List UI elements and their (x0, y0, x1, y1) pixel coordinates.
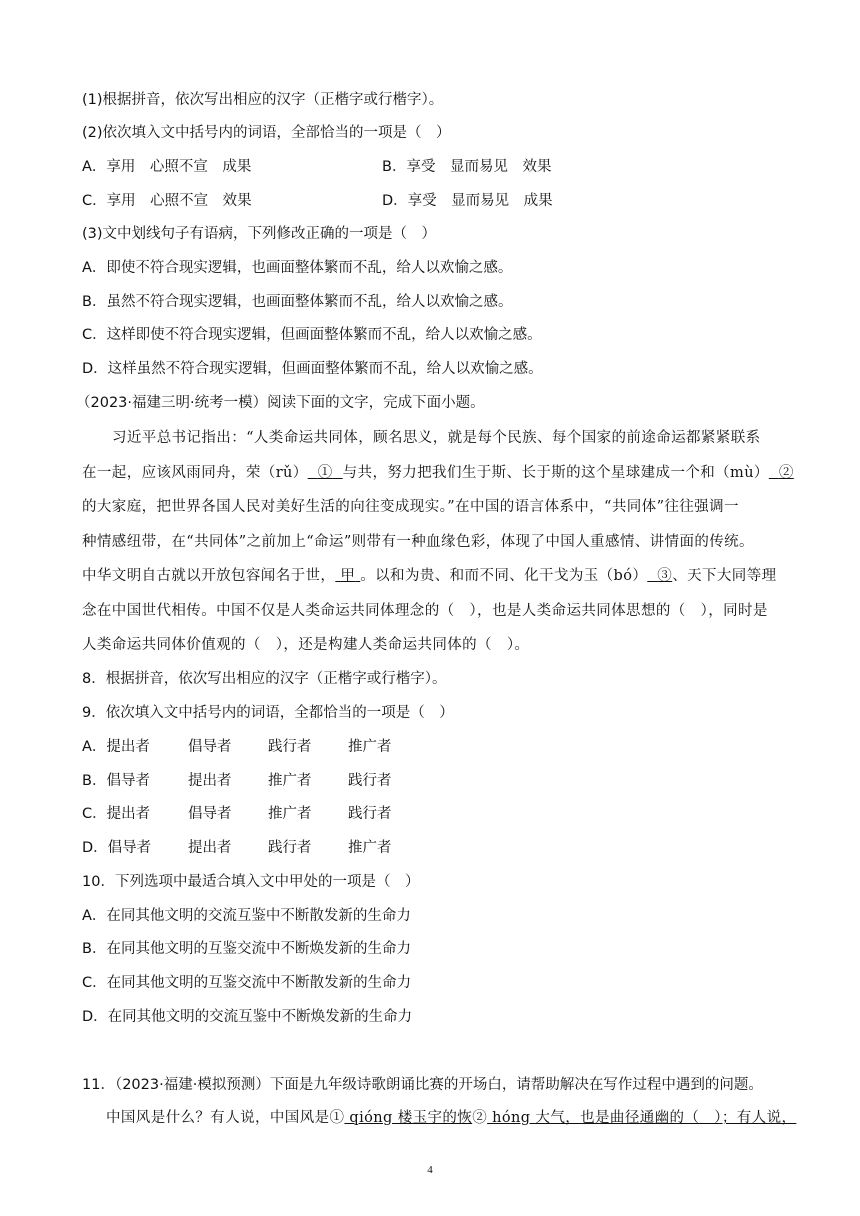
q11-passage-line-1: 中国风是什么？有人说，中国风是① qióng 楼玉宇的恢② hóng 大气，也是曲径通幽的（ ）；有人说， (106, 1110, 797, 1126)
option-d: D．享受 显而易见 成果 (382, 193, 553, 209)
fix-option-c: C．这样即使不符合现实逻辑，但画面整体繁而不乱，给人以欢愉之感。 (82, 327, 542, 343)
option-a: A．享用 心照不宣 成果 (82, 159, 252, 175)
fix-option-b: B．虽然不符合现实逻辑，也画面整体繁而不乱，给人以欢愉之感。 (82, 294, 513, 310)
blank-jia: 甲 (340, 568, 356, 584)
option-b: B．享受 显而易见 效果 (382, 159, 552, 175)
q9-option-a: A．提出者 倡导者 践行者 推广者 (82, 739, 392, 755)
passage-line-7: 人类命运共同体价值观的（ ），还是构建人类命运共同体的（ ）。 (82, 637, 530, 653)
fix-option-d: D．这样虽然不符合现实逻辑，但画面整体繁而不乱，给人以欢愉之感。 (82, 361, 543, 377)
passage-line-6: 念在中国世代相传。中国不仅是人类命运共同体理念的（ ），也是人类命运共同体思想的（ ），同时是 (82, 603, 768, 619)
q10-option-d: D．在同其他文明的交流互鉴中不断焕发新的生命力 (82, 1009, 413, 1025)
q9-option-d: D．倡导者 提出者 践行者 推广者 (82, 840, 392, 856)
option-c: C．享用 心照不宣 效果 (82, 193, 252, 209)
passage-line-1: 习近平总书记指出：“人类命运共同体，顾名思义，就是每个民族、每个国家的前途命运都紧紧联系 (112, 430, 761, 446)
passage-source: （2023·福建三明·统考一模）阅读下面的文字，完成下面小题。 (76, 395, 485, 411)
q9-option-b: B．倡导者 提出者 推广者 践行者 (82, 773, 392, 789)
passage-line-4: 种情感纽带，在“共同体”之前加上“命运”则带有一种血缘色彩，体现了中国人重感情、讲情面的传统。 (82, 534, 754, 550)
q10-option-a: A．在同其他文明的交流互鉴中不断散发新的生命力 (82, 908, 411, 924)
fix-option-a: A．即使不符合现实逻辑，也画面整体繁而不乱，给人以欢愉之感。 (82, 260, 513, 276)
question-11: 11．（2023·福建·模拟预测）下面是九年级诗歌朗诵比赛的开场白，请帮助解决在写作过程中遇到的问题。 (82, 1077, 763, 1093)
subq-2: (2)依次填入文中括号内的词语，全部恰当的一项是（ ） (82, 125, 451, 141)
passage-line-5: 中华文明自古就以开放包容闻名于世， 甲 。以和为贵、和而不同、化干戈为玉（bó） ③、天下大同等理 (82, 568, 777, 584)
subq-1: (1)根据拼音，依次写出相应的汉字（正楷字或行楷字）。 (82, 92, 444, 108)
subq-3: (3)文中划线句子有语病，下列修改正确的一项是（ ） (82, 226, 437, 242)
passage-line-2: 在一起，应该风雨同舟，荣（rǔ） ① 与共，努力把我们生于斯、长于斯的这个星球建成一个和（mù） ② (82, 465, 794, 481)
page-number: 4 (427, 1164, 433, 1176)
question-9: 9．依次填入文中括号内的词语，全都恰当的一项是（ ） (82, 705, 454, 721)
question-10: 10．下列选项中最适合填入文中甲处的一项是（ ） (82, 874, 420, 890)
blank-2: ② (778, 465, 794, 481)
question-8: 8．根据拼音，依次写出相应的汉字（正楷字或行楷字）。 (82, 671, 447, 687)
q10-option-c: C．在同其他文明的互鉴交流中不断散发新的生命力 (82, 975, 412, 991)
q9-option-c: C．提出者 倡导者 推广者 践行者 (82, 806, 392, 822)
blank-3: ③ (657, 568, 673, 584)
q10-option-b: B．在同其他文明的互鉴交流中不断焕发新的生命力 (82, 941, 411, 957)
blank-1: ① (317, 465, 333, 481)
passage-line-3: 的大家庭，把世界各国人民对美好生活的向往变成现实。”在中国的语言体系中，“共同体”往往强调一 (82, 499, 739, 515)
